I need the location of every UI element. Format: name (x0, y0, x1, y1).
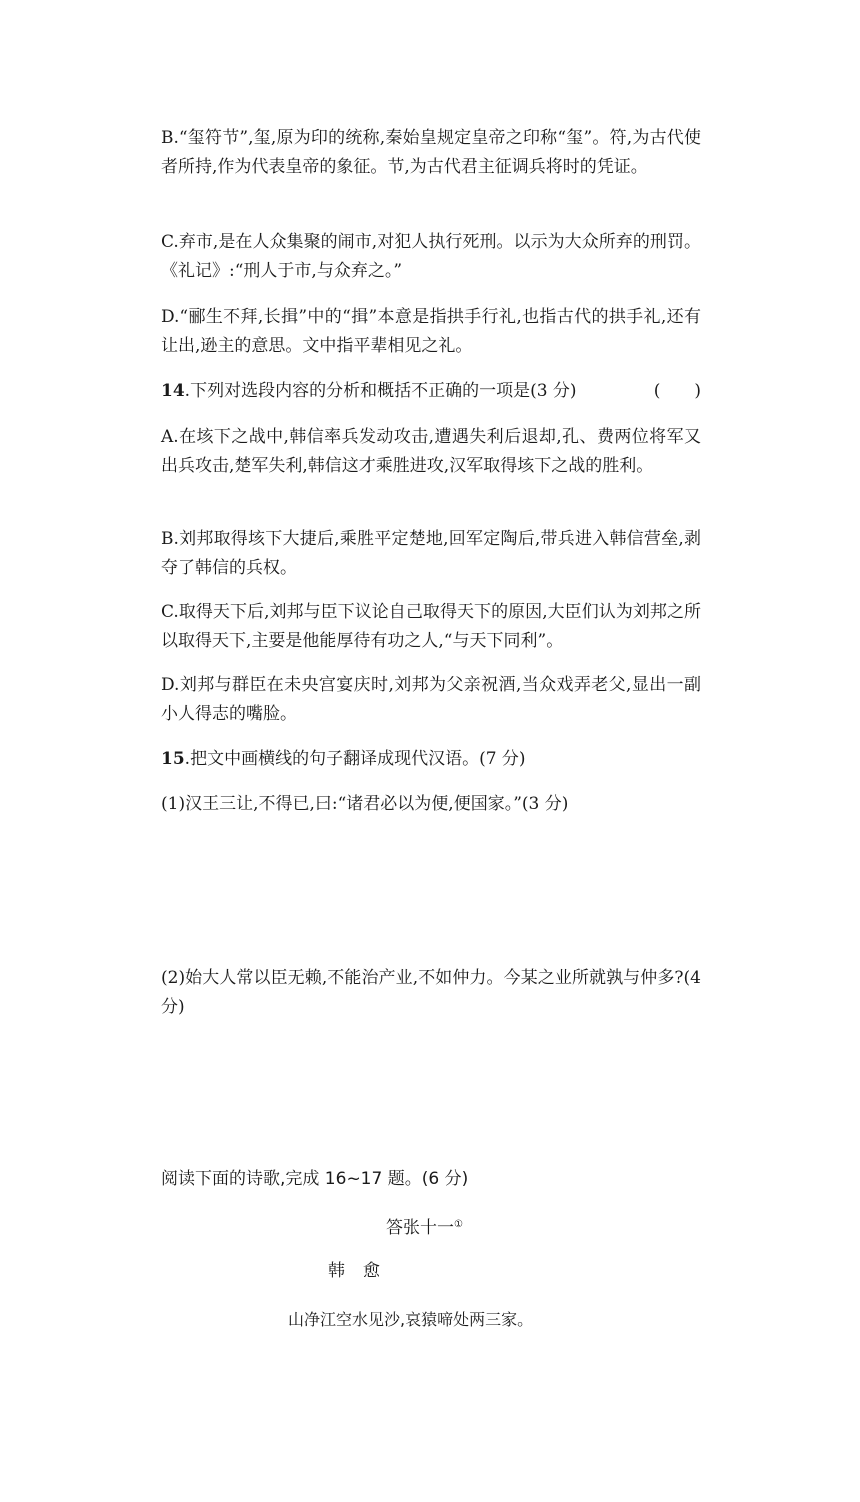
question-15-stem (161, 745, 701, 774)
question-14-option-c: C.取得天下后,刘邦与臣下议论自己取得天下的原因,大臣们认为刘邦之所以取得天下,主要是他能厚待有功之人,“与天下同利”。 (161, 602, 701, 651)
poem-author: 韩愈 (328, 1261, 398, 1281)
question-14-answer-blank[interactable]: ( ) (653, 381, 701, 401)
question-15-sub2: (2)始大人常以臣无赖,不能治产业,不如仲力。今某之业所就孰与仲多?(4 分) (161, 968, 701, 1017)
question-14-text: .下列对选段内容的分析和概括不正确的一项是(3 分) (184, 381, 577, 401)
answer-space-15-2[interactable] (161, 1024, 701, 1154)
option-c-public-execution: C.弃市,是在人众集聚的闹市,对犯人执行死刑。以示为大众所弃的刑罚。《礼记》:“刑人于市,与众弃之。” (161, 232, 701, 281)
option-d-bow-etiquette: D.“郦生不拜,长揖”中的“揖”本意是指拱手行礼,也指古代的拱手礼,还有让出,逊主的意思。文中指平辈相见之礼。 (161, 307, 701, 356)
question-14-option-d: D.刘邦与群臣在未央宫宴庆时,刘邦为父亲祝酒,当众戏弄老父,显出一副小人得志的嘴脸。 (161, 675, 701, 724)
question-15-text: .把文中画横线的句子翻译成现代汉语。(7 分) (184, 749, 526, 769)
poem-title-footnote-mark: ① (454, 1219, 463, 1230)
question-14-option-b: B.刘邦取得垓下大捷后,乘胜平定楚地,回军定陶后,带兵进入韩信营垒,剥夺了韩信的兵权。 (161, 529, 701, 578)
poem-line-1: 山净江空水见沙,哀猿啼处两三家。 (288, 1310, 534, 1329)
poem-reading-instruction: 阅读下面的诗歌,完成 16~17 题。(6 分) (161, 1169, 469, 1189)
option-b-seal-tally: B.“玺符节”,玺,原为印的统称,秦始皇规定皇帝之印称“玺”。符,为古代使者所持,作为代表皇帝的象征。节,为古代君主征调兵将时的凭证。 (161, 128, 701, 177)
question-15-number: 15 (161, 749, 185, 769)
poem-title (386, 1210, 463, 1243)
question-14-number: 14 (161, 381, 185, 401)
question-15-sub1: (1)汉王三让,不得已,曰:“诸君必以为便,便国家。”(3 分) (161, 794, 569, 814)
poem-title-text: 答张十一 (386, 1218, 454, 1238)
question-14-option-a: A.在垓下之战中,韩信率兵发动攻击,遭遇失利后退却,孔、费两位将军又出兵攻击,楚军失利,韩信这才乘胜进攻,汉军取得垓下之战的胜利。 (161, 427, 701, 476)
answer-space-15-1[interactable] (161, 822, 701, 962)
question-14-stem (161, 377, 701, 406)
